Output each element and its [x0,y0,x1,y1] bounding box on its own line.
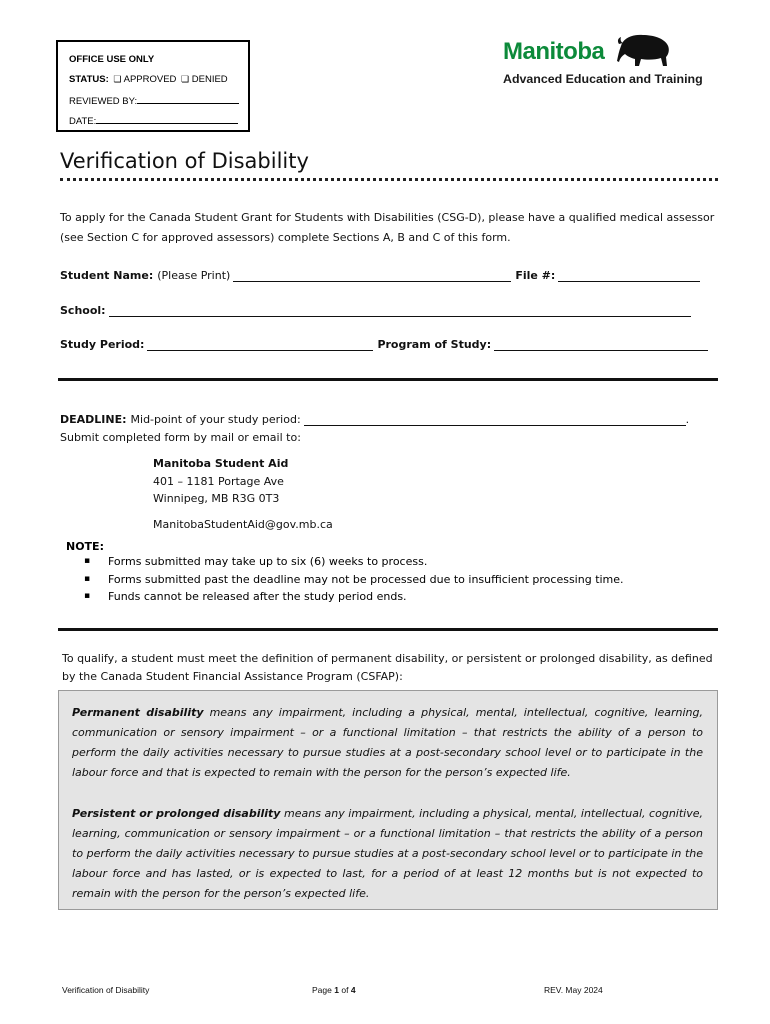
student-name-row [60,266,700,282]
student-name-label: Student Name: [60,269,154,282]
file-number-label: File #: [515,269,556,282]
bison-icon [615,32,673,68]
office-use-box [56,40,250,132]
mailing-address [153,455,288,508]
program-of-study-field[interactable] [494,339,708,351]
student-name-field[interactable] [233,270,511,282]
deadline-text: Mid-point of your study period: [130,413,301,426]
denied-label: DENIED [191,74,228,85]
program-of-study-label: Program of Study: [377,338,492,351]
footer-page-number: Page 1 of 4 [312,985,356,995]
footer-revision: REV. May 2024 [544,985,603,995]
denied-checkbox[interactable]: ❏ [181,74,190,84]
approved-label: APPROVED [123,74,177,85]
submit-instructions: Submit completed form by mail or email to: [60,431,301,444]
intro-text: To apply for the Canada Student Grant for Students with Disabilities (CSG-D), please have a qualified medical assessor (see Section C for approved assessors) complete Sections A, B and C of this form. [60,211,715,244]
section-divider [58,378,718,381]
study-period-row [60,335,708,351]
manitoba-logo [503,32,718,92]
list-item: ▪ Funds cannot be released after the study period ends. [84,588,624,606]
school-label: School: [60,304,106,317]
address-street: 401 – 1181 Portage Ave [153,474,284,488]
section-divider [58,628,718,631]
deadline-label: DEADLINE: [60,413,127,426]
study-period-field[interactable] [147,339,373,351]
office-use-title: OFFICE USE ONLY [69,54,155,65]
qualify-text: To qualify, a student must meet the definition of permanent disability, or persistent or prolonged disability, as defined by the Canada Student Financial Assistance Program (CSFAP): [62,652,713,683]
approved-checkbox[interactable]: ❏ [113,74,122,84]
address-name: Manitoba Student Aid [153,457,289,470]
logo-wordmark: Manitoba [503,38,605,65]
bullet-icon: ▪ [84,591,91,601]
list-item: ▪ Forms submitted may take up to six (6) weeks to process. [84,553,624,571]
deadline-field[interactable] [304,414,686,426]
note-title: NOTE: [66,540,104,553]
logo-department: Advanced Education and Training [503,72,703,86]
reviewed-by-label: REVIEWED BY: [69,96,138,107]
deadline-period: . [685,413,690,426]
date-field[interactable] [96,115,238,124]
date-label: DATE: [69,116,97,127]
school-row [60,301,691,317]
definitions-box [58,690,718,910]
list-item: ▪ Forms submitted past the deadline may not be processed due to insufficient processing time. [84,571,624,589]
note-list [84,553,624,606]
file-number-field[interactable] [558,270,700,282]
note-section [66,540,624,606]
address-city: Winnipeg, MB R3G 0T3 [153,492,280,505]
permanent-disability-definition: Permanent disability means any impairment, including a physical, mental, intellectual, cognitive, learning, communication or sensory impairment – or a functional limitation – that restricts the ability of a person to perform the daily activities necessary to pursue studies at a post-secondary school level or to participate in the labour force and that is expected to remain with the person for the person’s expected life. [72,706,703,779]
title-divider [60,178,718,181]
deadline-row [60,410,689,426]
footer-title: Verification of Disability [62,985,150,995]
page-title: Verification of Disability [60,149,309,173]
school-field[interactable] [109,305,691,317]
status-label: STATUS: [69,74,109,85]
student-name-hint: (Please Print) [157,269,231,282]
bullet-icon: ▪ [84,556,91,566]
bullet-icon: ▪ [84,573,91,584]
prolonged-disability-definition: Persistent or prolonged disability means any impairment, including a physical, mental, intellectual, cognitive, learning, communication or sensory impairment – or a functional limitation – that restricts the ability of a person to perform the daily activities necessary to pursue studies at a post-secondary school level or to participate in the labour force and has lasted, or is expected to last, for a period of at least 12 months but is not expected to remain with the person for the person’s expected life. [72,807,703,900]
study-period-label: Study Period: [60,338,145,351]
contact-email[interactable]: ManitobaStudentAid@gov.mb.ca [153,518,333,531]
reviewed-by-field[interactable] [137,95,239,104]
